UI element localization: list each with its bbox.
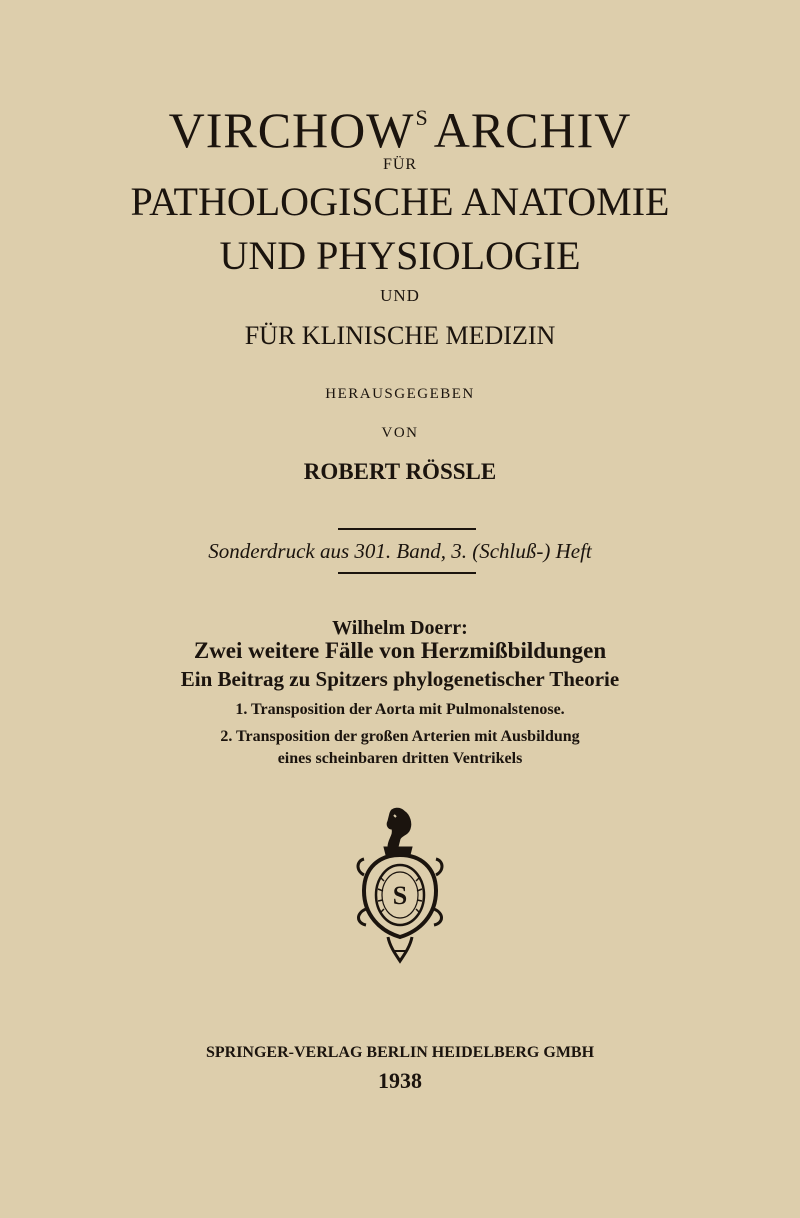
- editor-name: ROBERT RÖSSLE: [303, 459, 497, 484]
- journal-title-superscript: S: [415, 105, 428, 130]
- journal-und: UND: [380, 286, 420, 305]
- article-part-2-line-2: eines scheinbaren dritten Ventrikels: [277, 750, 523, 767]
- journal-title-rest: ARCHIV: [433, 102, 632, 158]
- von-label: VON: [381, 425, 419, 441]
- offprint-note: Sonderdruck aus 301. Band, 3. (Schluß-) Heft: [208, 539, 592, 563]
- journal-fur: FÜR: [382, 156, 418, 173]
- publication-year: 1938: [378, 1068, 422, 1093]
- herausgegeben-label: HERAUSGEGEBEN: [325, 386, 475, 402]
- article-subtitle: Ein Beitrag zu Spitzers phylogenetischer Theorie: [180, 667, 620, 691]
- journal-title-name: VIRCHOW: [168, 102, 415, 158]
- journal-line-klinische-medizin: FÜR KLINISCHE MEDIZIN: [244, 321, 556, 350]
- divider-bottom: [338, 572, 476, 574]
- article-part-2-line-1: 2. Transposition der großen Arterien mit Ausbildung: [220, 728, 580, 745]
- journal-line-physiologie: UND PHYSIOLOGIE: [219, 233, 581, 278]
- article-author: Wilhelm Doerr:: [332, 617, 468, 639]
- publisher: SPRINGER-VERLAG BERLIN HEIDELBERG GMBH: [205, 1044, 595, 1061]
- springer-horse-emblem-icon: [350, 805, 450, 965]
- journal-line-pathologische: PATHOLOGISCHE ANATOMIE: [130, 179, 670, 224]
- emblem-monogram: S: [392, 881, 408, 910]
- journal-title: [0, 88, 800, 160]
- article-part-1: 1. Transposition der Aorta mit Pulmonalstenose.: [235, 701, 565, 718]
- article-title: Zwei weitere Fälle von Herzmißbildungen: [193, 638, 607, 663]
- divider-top: [338, 528, 476, 530]
